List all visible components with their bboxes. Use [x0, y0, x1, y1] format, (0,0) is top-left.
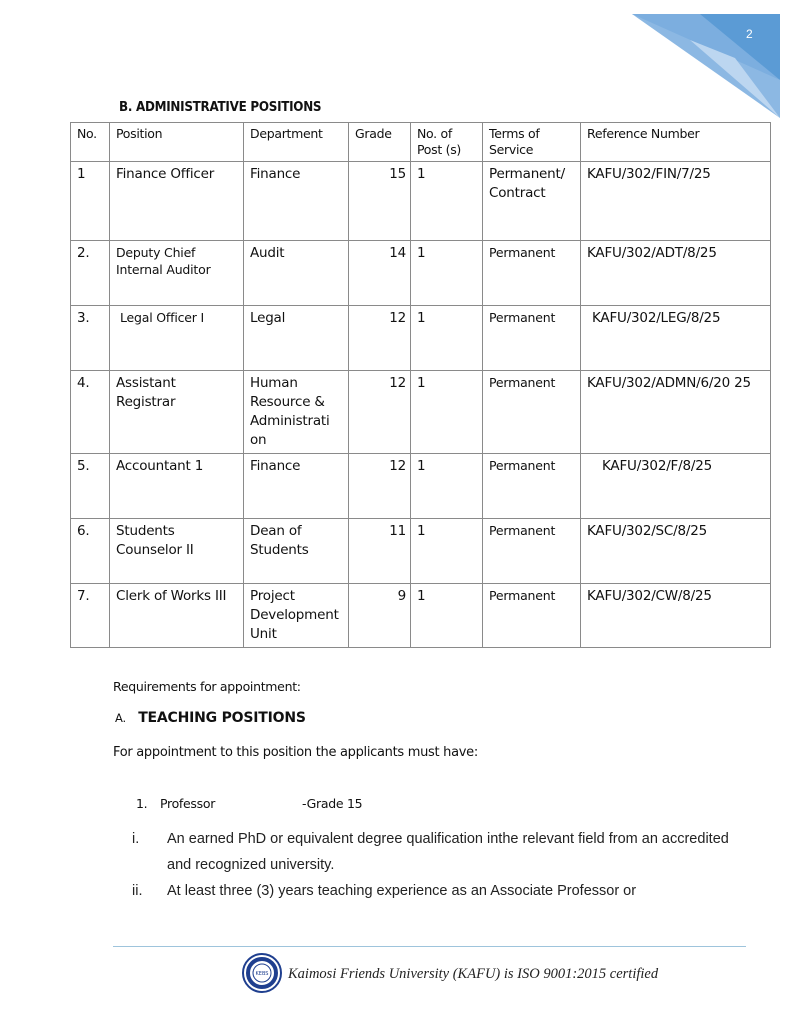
position-number: 1.	[136, 796, 148, 811]
cell-department: Project Development Unit	[244, 584, 349, 648]
position-name: Professor	[160, 796, 216, 811]
table-row	[71, 371, 771, 454]
cell-reference: KAFU/302/ADMN/6/20 25	[581, 371, 771, 454]
table-row	[71, 584, 771, 648]
requirements-label: Requirements for appointment:	[113, 679, 301, 694]
kebs-logo-icon	[242, 953, 282, 993]
cell-grade: 11	[349, 519, 411, 584]
cell-terms: Permanent	[483, 371, 581, 454]
header-department: Department	[244, 123, 349, 162]
cell-reference: KAFU/302/CW/8/25	[581, 584, 771, 648]
table-header-row	[71, 123, 771, 162]
cell-terms: Permanent	[483, 454, 581, 519]
cell-department: Finance	[244, 454, 349, 519]
cell-no: 7.	[71, 584, 110, 648]
cell-position: Deputy Chief Internal Auditor	[110, 241, 244, 306]
cell-terms: Permanent	[483, 584, 581, 648]
cell-no: 1	[71, 162, 110, 241]
cell-department: Audit	[244, 241, 349, 306]
cell-position: Finance Officer	[110, 162, 244, 241]
section-letter: A.	[115, 711, 126, 725]
header-terms: Terms of Service	[483, 123, 581, 162]
table-row	[71, 454, 771, 519]
cell-position: Assistant Registrar	[110, 371, 244, 454]
requirement-item	[110, 878, 730, 904]
cell-terms: Permanent	[483, 306, 581, 371]
table-row	[71, 241, 771, 306]
cell-position: Students Counselor II	[110, 519, 244, 584]
header-position: Position	[110, 123, 244, 162]
section-heading-teaching	[115, 710, 306, 726]
requirement-item	[110, 826, 730, 878]
positions-table	[70, 122, 771, 648]
cell-posts: 1	[411, 454, 483, 519]
cell-no: 5.	[71, 454, 110, 519]
cell-terms: Permanent/ Contract	[483, 162, 581, 241]
cell-position: Accountant 1	[110, 454, 244, 519]
cell-department: Finance	[244, 162, 349, 241]
requirements-intro: For appointment to this position the applicants must have:	[113, 745, 478, 760]
cell-reference: KAFU/302/ADT/8/25	[581, 241, 771, 306]
cell-department: Legal	[244, 306, 349, 371]
cell-reference: KAFU/302/SC/8/25	[581, 519, 771, 584]
cell-reference: KAFU/302/FIN/7/25	[581, 162, 771, 241]
header-reference: Reference Number	[581, 123, 771, 162]
cell-posts: 1	[411, 306, 483, 371]
cell-grade: 14	[349, 241, 411, 306]
section-heading-administrative: B. ADMINISTRATIVE POSITIONS	[119, 100, 322, 115]
table-row	[71, 519, 771, 584]
cell-terms: Permanent	[483, 519, 581, 584]
section-title: TEACHING POSITIONS	[138, 710, 306, 726]
cell-department: Dean of Students	[244, 519, 349, 584]
cell-reference: KAFU/302/F/8/25	[581, 454, 771, 519]
table-row	[71, 306, 771, 371]
cell-no: 3.	[71, 306, 110, 371]
cell-no: 6.	[71, 519, 110, 584]
cell-grade: 12	[349, 306, 411, 371]
footer-text: Kaimosi Friends University (KAFU) is ISO 9001:2015 certified	[288, 966, 659, 982]
item-text: An earned PhD or equivalent degree qualification inthe relevant field from an accredited and recognized university.	[167, 831, 729, 873]
cell-posts: 1	[411, 162, 483, 241]
cell-no: 2.	[71, 241, 110, 306]
cell-posts: 1	[411, 371, 483, 454]
header-posts: No. of Post (s)	[411, 123, 483, 162]
item-text: At least three (3) years teaching experience as an Associate Professor or	[167, 883, 637, 899]
page-number: 2	[746, 27, 753, 41]
requirements-list	[110, 826, 730, 904]
item-marker: i.	[132, 831, 140, 847]
header-no: No.	[71, 123, 110, 162]
header-grade: Grade	[349, 123, 411, 162]
cell-reference: KAFU/302/LEG/8/25	[581, 306, 771, 371]
cell-terms: Permanent	[483, 241, 581, 306]
footer-divider	[113, 946, 746, 947]
cell-grade: 12	[349, 454, 411, 519]
table-row	[71, 162, 771, 241]
cell-posts: 1	[411, 241, 483, 306]
cell-position: Legal Officer I	[110, 306, 244, 371]
cell-no: 4.	[71, 371, 110, 454]
cell-grade: 15	[349, 162, 411, 241]
cell-posts: 1	[411, 584, 483, 648]
item-marker: ii.	[132, 883, 143, 899]
cell-posts: 1	[411, 519, 483, 584]
position-heading	[136, 796, 362, 811]
cell-department: Human Resource & Administrati on	[244, 371, 349, 454]
cell-grade: 9	[349, 584, 411, 648]
logo-text: KEBS	[255, 971, 269, 977]
cell-grade: 12	[349, 371, 411, 454]
cell-position: Clerk of Works III	[110, 584, 244, 648]
position-grade: -Grade 15	[302, 796, 363, 811]
